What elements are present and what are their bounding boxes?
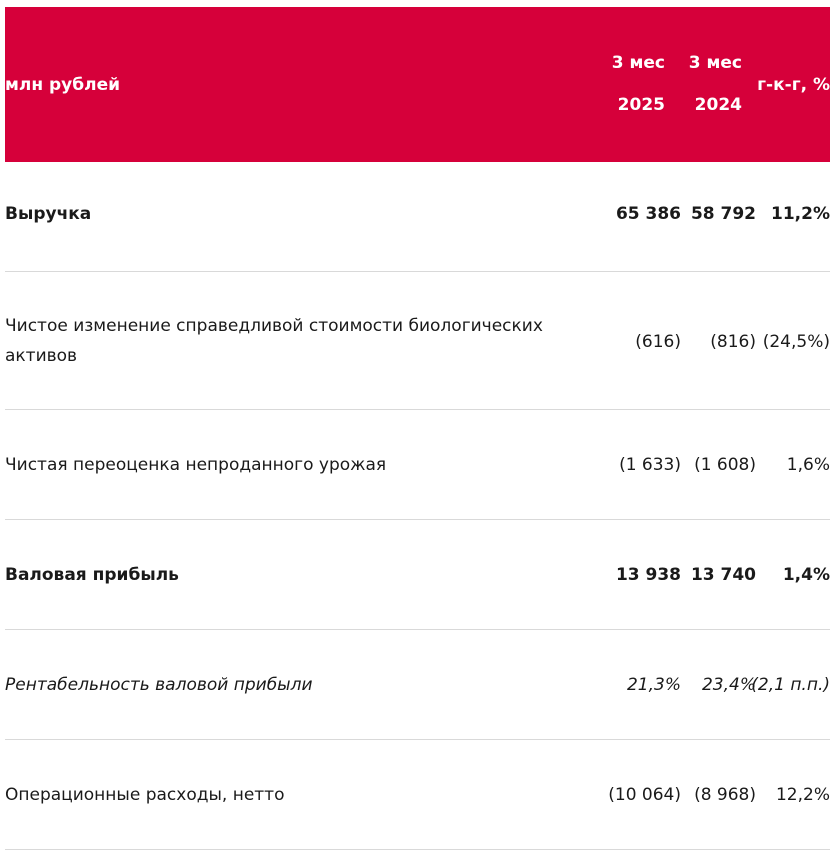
row-value-2024: (1 608) [694,455,756,475]
row-value-yoy: (2,1 п.п.) [751,675,830,695]
row-value-yoy: (24,5%) [762,332,830,352]
table-row-revenue [5,162,830,272]
row-value-2024: 23,4% [701,675,756,695]
table-row-biological-assets [5,272,830,410]
row-value-2024: 13 740 [690,565,756,585]
table-row-gross-profit [5,520,830,630]
table-header [5,7,830,162]
header-col-2025-year: 2025 [617,95,665,115]
row-value-2025: 21,3% [626,675,681,695]
table-row-unsold-harvest [5,410,830,520]
header-col-2024 [662,53,742,123]
header-units-label: млн рублей [5,75,121,95]
row-label: Рентабельность валовой прибыли [5,675,313,695]
row-value-2024: (8 968) [694,785,756,805]
row-value-2024: 58 792 [690,204,756,224]
header-col-2024-period: 3 мес [688,53,742,73]
table-row-gross-margin [5,630,830,740]
row-value-2025: (616) [635,332,681,352]
row-label: Чистая переоценка непроданного урожая [5,455,387,475]
row-label: Операционные расходы, нетто [5,785,285,805]
row-value-yoy: 1,6% [786,455,830,475]
header-col-yoy: г-к-г, % [757,75,830,95]
row-value-yoy: 11,2% [771,204,830,224]
row-label: Выручка [5,204,92,224]
header-col-2025 [585,53,665,123]
row-value-yoy: 12,2% [775,785,830,805]
row-value-2025: 65 386 [615,204,681,224]
row-value-2025: (1 633) [619,455,681,475]
table-row-operating-expenses [5,740,830,850]
row-value-yoy: 1,4% [782,565,830,585]
header-col-2024-year: 2024 [694,95,742,115]
financial-table [5,7,830,850]
row-value-2025: (10 064) [608,785,681,805]
header-col-2025-period: 3 мес [611,53,665,73]
row-value-2025: 13 938 [615,565,681,585]
row-value-2024: (816) [710,332,756,352]
row-label: Чистое изменение справедливой стоимости биологических активов [5,316,543,366]
row-label: Валовая прибыль [5,565,179,585]
